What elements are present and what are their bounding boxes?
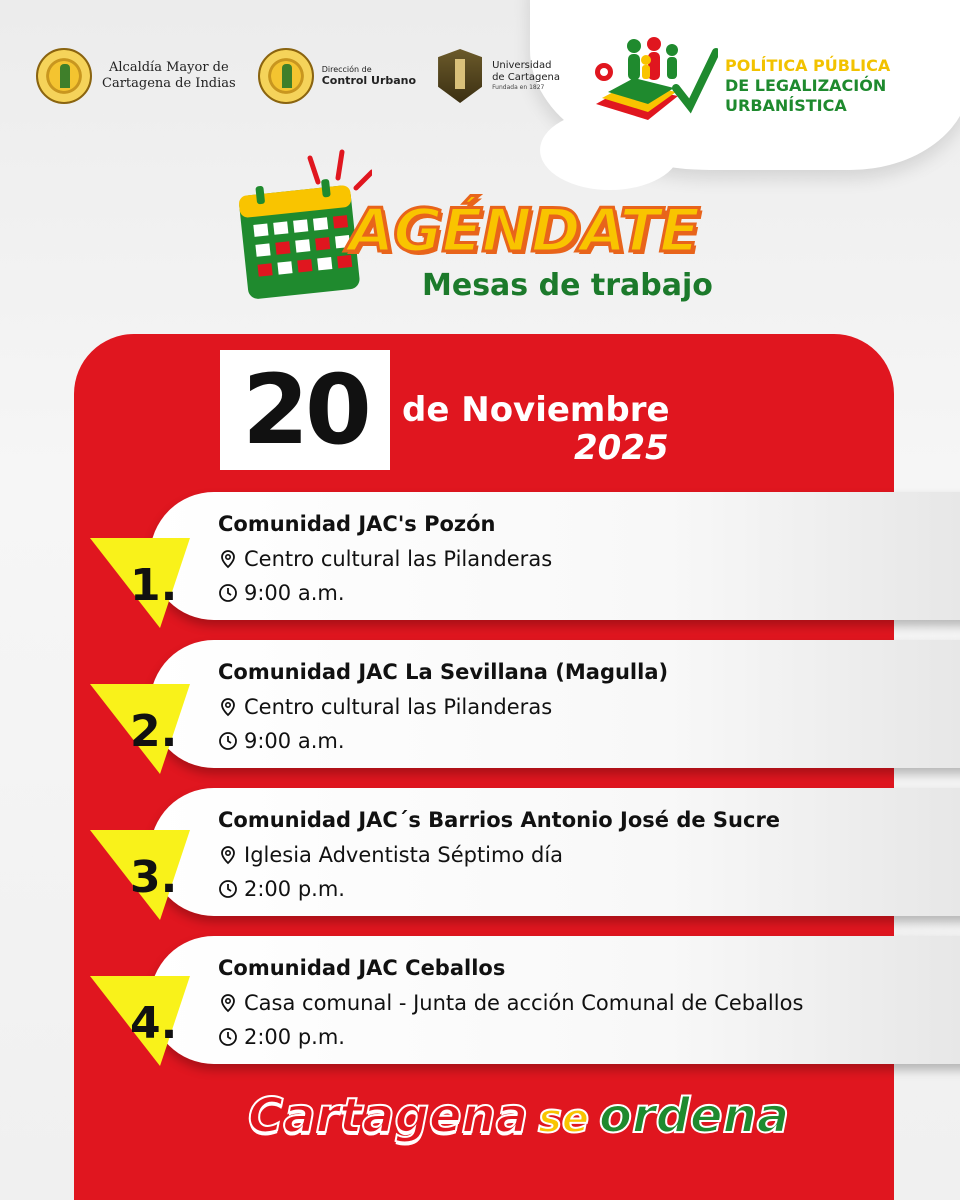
date-day: 20	[242, 354, 368, 466]
event-number: 2.	[130, 706, 178, 757]
event-card-3	[150, 788, 960, 916]
politica-publica-title	[725, 56, 935, 116]
event-place	[218, 843, 563, 867]
event-title: Comunidad JAC Ceballos	[218, 956, 506, 980]
date-day-box	[220, 350, 390, 470]
event-time	[218, 1025, 345, 1049]
slogan-word-ordena: ordena	[599, 1088, 790, 1144]
control-urbano-line2: Control Urbano	[321, 74, 417, 88]
clock-icon	[218, 879, 238, 899]
event-title: Comunidad JAC´s Barrios Antonio José de Sucre	[218, 808, 781, 832]
event-time	[218, 877, 345, 901]
universidad-crest-icon	[438, 49, 482, 103]
clock-icon	[218, 1027, 238, 1047]
clock-icon	[218, 731, 238, 751]
mesas-subtitle: Mesas de trabajo	[422, 268, 713, 303]
alcaldia-line2: Cartagena de Indias	[102, 76, 236, 91]
event-place	[218, 695, 552, 719]
event-time-text: 9:00 a.m.	[244, 729, 345, 753]
event-place-text: Iglesia Adventista Séptimo día	[244, 843, 564, 867]
control-urbano-logo-text	[322, 65, 416, 88]
event-number-badge-4	[90, 968, 190, 1068]
slogan-word-se: se	[538, 1096, 590, 1142]
location-pin-icon	[218, 845, 238, 865]
event-title: Comunidad JAC La Sevillana (Magulla)	[218, 660, 669, 684]
event-place-text: Centro cultural las Pilanderas	[244, 547, 553, 571]
control-urbano-line1: Dirección de	[321, 64, 372, 74]
event-time	[218, 581, 345, 605]
slogan-word-cartagena: Cartagena	[248, 1088, 529, 1144]
clock-icon	[218, 583, 238, 603]
event-place	[218, 991, 803, 1015]
politica-line3: URBANÍSTICA	[725, 96, 847, 115]
alcaldia-seal-icon	[36, 48, 92, 104]
event-number-badge-3	[90, 822, 190, 922]
event-time-text: 9:00 a.m.	[244, 581, 345, 605]
partner-logos	[36, 48, 560, 104]
politica-line1: POLÍTICA PÚBLICA	[725, 56, 891, 75]
event-number: 3.	[130, 852, 178, 903]
event-card-1	[150, 492, 960, 620]
universidad-logo-text	[492, 60, 560, 91]
event-card-2	[150, 640, 960, 768]
alcaldia-logo-text	[102, 60, 236, 91]
event-number: 4.	[130, 998, 178, 1049]
date-year: 2025	[574, 428, 669, 468]
event-number: 1.	[130, 560, 178, 611]
date-month: de Noviembre	[402, 390, 670, 430]
event-card-4	[150, 936, 960, 1064]
event-time	[218, 729, 345, 753]
agendate-title: AGÉNDATE	[348, 196, 700, 266]
universidad-line1: Universidad	[492, 60, 552, 72]
event-time-text: 2:00 p.m.	[244, 1025, 345, 1049]
event-place-text: Centro cultural las Pilanderas	[244, 695, 553, 719]
politica-line2: DE LEGALIZACIÓN	[725, 76, 887, 95]
politica-publica-logo-icon	[588, 34, 718, 124]
control-urbano-seal-icon	[258, 48, 314, 104]
universidad-line2: de Cartagena	[492, 72, 560, 84]
location-pin-icon	[218, 549, 238, 569]
event-title: Comunidad JAC's Pozón	[218, 512, 496, 536]
location-pin-icon	[218, 697, 238, 717]
event-place	[218, 547, 552, 571]
event-time-text: 2:00 p.m.	[244, 877, 345, 901]
event-number-badge-2	[90, 676, 190, 776]
universidad-line3: Fundada en 1827	[492, 84, 545, 92]
event-number-badge-1	[90, 530, 190, 630]
alcaldia-line1: Alcaldía Mayor de	[109, 60, 229, 76]
location-pin-icon	[218, 993, 238, 1013]
event-place-text: Casa comunal - Junta de acción Comunal de Ceballos	[244, 991, 804, 1015]
footer-slogan	[248, 1088, 789, 1144]
